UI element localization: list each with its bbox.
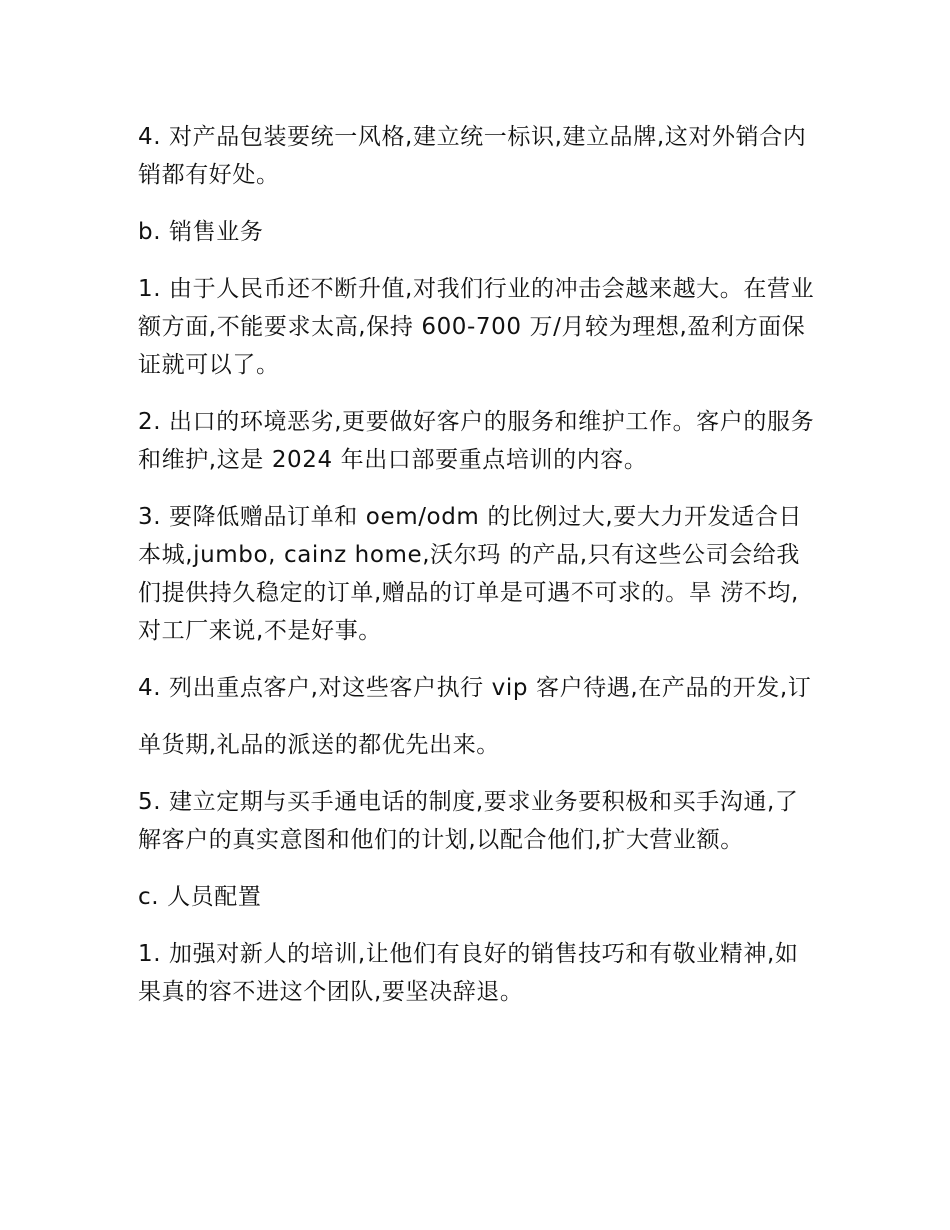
paragraph-export-environment: 2. 出口的环境恶劣,更要做好客户的服务和维护工作。客户的服务和维护,这是 2024 年出口部要重点培训的内容。: [138, 409, 815, 473]
section-heading-staffing: c. 人员配置: [138, 884, 262, 910]
paragraph-reduce-gift-orders: 3. 要降低赠品订单和 oem/odm 的比例过大,要大力开发适合日本城,jumbo, cainz home,沃尔玛 的产品,只有这些公司会给我们提供持久稳定的订单,赠品的订单是可遇不可求的。旱 涝不均,对工厂来说,不是好事。: [138, 504, 803, 644]
paragraph-packaging-branding: 4. 对产品包装要统一风格,建立统一标识,建立品牌,这对外销合内销都有好处。: [138, 124, 807, 188]
document-body: [138, 118, 818, 1030]
paragraph-new-staff-training: 1. 加强对新人的培训,让他们有良好的销售技巧和有敬业精神,如果真的容不进这个团队,要坚决辞退。: [138, 941, 799, 1005]
paragraph-buyer-calls: 5. 建立定期与买手通电话的制度,要求业务要积极和买手沟通,了解客户的真实意图和他们的计划,以配合他们,扩大营业额。: [138, 789, 799, 853]
paragraph-key-customers: 4. 列出重点客户,对这些客户执行 vip 客户待遇,在产品的开发,订: [138, 675, 812, 701]
paragraph-order-delivery: 单货期,礼品的派送的都优先出来。: [138, 732, 500, 758]
section-heading-sales: b. 销售业务: [138, 219, 264, 245]
paragraph-rmb-appreciation: 1. 由于人民币还不断升值,对我们行业的冲击会越来越大。在营业额方面,不能要求太高,保持 600-700 万/月较为理想,盈利方面保证就可以了。: [138, 276, 815, 378]
